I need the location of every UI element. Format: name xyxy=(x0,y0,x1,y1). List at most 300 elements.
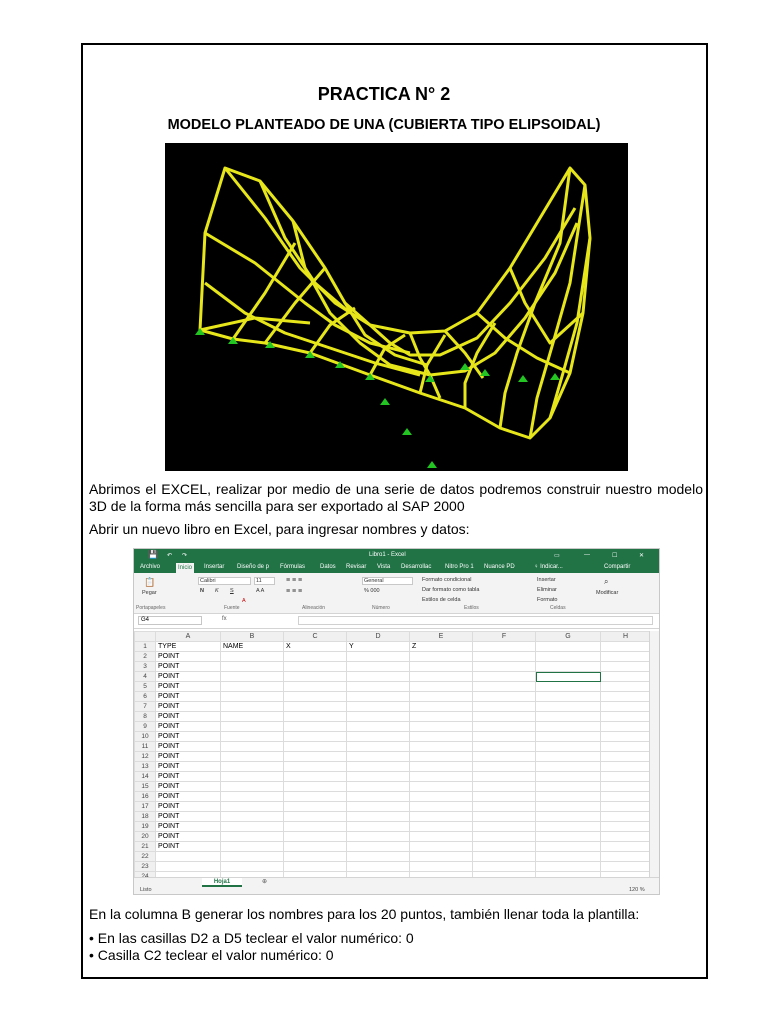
table-cell xyxy=(410,722,473,732)
table-cell xyxy=(221,742,284,752)
row-header: 3 xyxy=(135,662,156,672)
column-header: H xyxy=(601,632,651,642)
table-cell xyxy=(473,812,536,822)
table-cell xyxy=(536,832,601,842)
table-cell xyxy=(473,832,536,842)
table-cell xyxy=(410,832,473,842)
paste-label: Pegar xyxy=(142,590,157,596)
modify-label: Modificar xyxy=(596,590,619,596)
table-cell: POINT xyxy=(156,822,221,832)
table-cell xyxy=(601,782,651,792)
table-cell xyxy=(601,862,651,872)
table-cell xyxy=(473,862,536,872)
table-cell: POINT xyxy=(156,802,221,812)
column-header: A xyxy=(156,632,221,642)
save-icon: 💾 xyxy=(148,550,158,559)
table-row xyxy=(135,662,656,672)
page-subtitle: MODELO PLANTEADO DE UNA (CUBIERTA TIPO ELIPSOIDAL) xyxy=(167,117,601,133)
zoom-level: 120 % xyxy=(629,887,645,893)
table-cell xyxy=(347,752,410,762)
table-cell xyxy=(410,802,473,812)
table-cell xyxy=(601,812,651,822)
table-cell xyxy=(347,672,410,682)
table-cell xyxy=(536,692,601,702)
table-cell xyxy=(536,812,601,822)
row-header: 11 xyxy=(135,742,156,752)
undo-icon: ↶ xyxy=(167,553,173,559)
name-box: G4 xyxy=(138,616,202,625)
table-cell xyxy=(221,832,284,842)
table-cell xyxy=(347,742,410,752)
table-cell xyxy=(347,822,410,832)
table-cell xyxy=(221,802,284,812)
table-cell xyxy=(284,822,347,832)
column-header: G xyxy=(536,632,601,642)
table-cell xyxy=(221,662,284,672)
vertical-scrollbar xyxy=(649,631,660,877)
table-cell xyxy=(473,852,536,862)
group-celdas: Celdas xyxy=(550,605,566,611)
tab-formulas: Fórmulas xyxy=(280,564,306,570)
tab-inicio: Inicio xyxy=(178,565,193,571)
group-alineacion: Alineación xyxy=(302,605,326,611)
table-cell xyxy=(536,712,601,722)
tab-diseno: Diseño de p xyxy=(237,564,270,570)
percent-icon: % 000 xyxy=(364,588,380,594)
table-cell xyxy=(347,812,410,822)
table-cell xyxy=(410,822,473,832)
table-cell xyxy=(284,652,347,662)
row-header: 15 xyxy=(135,782,156,792)
table-cell xyxy=(601,672,651,682)
table-cell xyxy=(601,712,651,722)
redo-icon: ↷ xyxy=(182,553,188,559)
table-cell xyxy=(347,762,410,772)
excel-ribbon-tabs xyxy=(134,563,659,573)
table-cell xyxy=(284,712,347,722)
table-cell: POINT xyxy=(156,842,221,852)
table-cell xyxy=(284,812,347,822)
table-cell xyxy=(410,852,473,862)
table-row xyxy=(135,732,656,742)
row-header: 2 xyxy=(135,652,156,662)
table-cell xyxy=(221,752,284,762)
font-name: Calibri xyxy=(198,577,251,585)
table-cell xyxy=(536,652,601,662)
table-cell: POINT xyxy=(156,682,221,692)
excel-title-bar xyxy=(134,549,659,563)
table-cell xyxy=(221,682,284,692)
table-cell xyxy=(410,732,473,742)
table-cell xyxy=(410,772,473,782)
table-cell xyxy=(221,692,284,702)
table-cell xyxy=(473,792,536,802)
row-header: 1 xyxy=(135,642,156,652)
table-cell: POINT xyxy=(156,782,221,792)
table-row xyxy=(135,712,656,722)
table-cell: POINT xyxy=(156,742,221,752)
ellipsoidal-roof-model-image xyxy=(165,143,628,471)
table-cell xyxy=(347,832,410,842)
formula-bar xyxy=(134,614,659,629)
minimize-icon: — xyxy=(584,552,590,558)
table-cell xyxy=(221,852,284,862)
table-cell xyxy=(473,752,536,762)
table-cell xyxy=(601,642,651,652)
row-header: 9 xyxy=(135,722,156,732)
group-portapapeles: Portapapeles xyxy=(136,605,166,611)
table-cell: TYPE xyxy=(156,642,221,652)
table-cell xyxy=(347,862,410,872)
table-cell xyxy=(473,772,536,782)
table-cell: X xyxy=(284,642,347,652)
table-row xyxy=(135,722,656,732)
table-cell xyxy=(284,782,347,792)
table-cell: POINT xyxy=(156,752,221,762)
row-header: 18 xyxy=(135,812,156,822)
table-row xyxy=(135,772,656,782)
table-cell xyxy=(221,762,284,772)
table-cell xyxy=(601,702,651,712)
share-button: Compartir xyxy=(604,564,631,570)
excel-ribbon xyxy=(134,573,659,614)
table-cell: POINT xyxy=(156,692,221,702)
table-cell xyxy=(473,642,536,652)
insert-cells: Insertar xyxy=(537,577,556,583)
tab-nuance: Nuance PD xyxy=(484,564,515,570)
table-cell xyxy=(410,682,473,692)
table-cell xyxy=(601,732,651,742)
table-cell xyxy=(601,802,651,812)
conditional-format: Formato condicional xyxy=(422,577,472,583)
table-cell xyxy=(601,682,651,692)
corner-cell xyxy=(135,632,156,642)
table-cell xyxy=(410,672,473,682)
row-header: 8 xyxy=(135,712,156,722)
table-cell xyxy=(284,792,347,802)
cell-styles: Estilos de celda xyxy=(422,597,461,603)
table-cell xyxy=(347,712,410,722)
bold-icon: N xyxy=(200,588,204,594)
table-cell xyxy=(347,662,410,672)
table-cell: Z xyxy=(410,642,473,652)
italic-icon: K xyxy=(215,588,219,594)
status-ready: Listo xyxy=(140,887,152,893)
table-cell: POINT xyxy=(156,652,221,662)
table-cell xyxy=(601,832,651,842)
column-header: E xyxy=(410,632,473,642)
table-cell xyxy=(536,752,601,762)
table-cell xyxy=(221,782,284,792)
table-cell xyxy=(536,802,601,812)
table-cell xyxy=(473,712,536,722)
table-cell xyxy=(284,762,347,772)
column-header: C xyxy=(284,632,347,642)
table-cell xyxy=(473,842,536,852)
table-cell xyxy=(284,692,347,702)
column-header: F xyxy=(473,632,536,642)
group-estilos: Estilos xyxy=(464,605,479,611)
table-cell xyxy=(473,722,536,732)
table-cell xyxy=(347,802,410,812)
table-cell xyxy=(221,842,284,852)
table-cell xyxy=(156,862,221,872)
table-cell xyxy=(536,822,601,832)
table-cell xyxy=(347,652,410,662)
table-cell xyxy=(221,862,284,872)
table-cell xyxy=(473,782,536,792)
table-row xyxy=(135,762,656,772)
table-cell xyxy=(410,702,473,712)
table-cell: POINT xyxy=(156,712,221,722)
page-title: PRACTICA N° 2 xyxy=(317,84,451,104)
table-cell xyxy=(284,752,347,762)
row-header: 22 xyxy=(135,852,156,862)
table-cell xyxy=(410,842,473,852)
table-row xyxy=(135,852,656,862)
row-header: 21 xyxy=(135,842,156,852)
add-sheet-icon: ⊕ xyxy=(262,879,268,885)
row-header: 7 xyxy=(135,702,156,712)
table-cell xyxy=(473,762,536,772)
table-cell xyxy=(221,652,284,662)
table-cell xyxy=(601,652,651,662)
table-row xyxy=(135,802,656,812)
table-row xyxy=(135,862,656,872)
table-cell: Y xyxy=(347,642,410,652)
table-row xyxy=(135,642,656,652)
format-as-table: Dar formato como tabla xyxy=(422,587,480,593)
table-cell xyxy=(410,762,473,772)
tab-datos: Datos xyxy=(320,564,336,570)
tab-desarrollador: Desarrollac xyxy=(401,564,432,570)
table-cell xyxy=(601,752,651,762)
table-cell xyxy=(473,672,536,682)
table-cell xyxy=(284,832,347,842)
table-cell: POINT xyxy=(156,732,221,742)
table-cell xyxy=(536,842,601,852)
table-cell xyxy=(536,742,601,752)
status-bar xyxy=(134,887,659,895)
table-cell xyxy=(284,802,347,812)
row-header: 23 xyxy=(135,862,156,872)
table-row xyxy=(135,842,656,852)
font-size: 11 xyxy=(254,577,275,585)
table-cell xyxy=(347,732,410,742)
table-cell xyxy=(347,682,410,692)
row-header: 13 xyxy=(135,762,156,772)
paragraph-column-b: En la columna B generar los nombres para los 20 puntos, también llenar toda la plantilla: xyxy=(89,906,640,922)
maximize-icon: ☐ xyxy=(612,553,618,559)
column-header-row xyxy=(135,632,656,642)
row-header: 6 xyxy=(135,692,156,702)
table-cell xyxy=(347,692,410,702)
table-cell xyxy=(536,792,601,802)
table-cell xyxy=(536,642,601,652)
table-cell xyxy=(473,822,536,832)
table-cell xyxy=(284,852,347,862)
align-top-icon: ≡ ≡ ≡ xyxy=(286,577,303,584)
table-cell xyxy=(347,792,410,802)
table-row xyxy=(135,792,656,802)
ribbon-display-icon: ▭ xyxy=(554,553,560,559)
table-row xyxy=(135,702,656,712)
table-cell xyxy=(284,742,347,752)
table-row xyxy=(135,682,656,692)
table-cell xyxy=(601,762,651,772)
font-color-icon: A xyxy=(242,598,246,604)
row-header: 19 xyxy=(135,822,156,832)
bullet-list xyxy=(89,930,414,964)
table-cell xyxy=(221,722,284,732)
table-cell xyxy=(347,852,410,862)
column-header: B xyxy=(221,632,284,642)
underline-icon: S xyxy=(230,588,234,594)
row-header: 14 xyxy=(135,772,156,782)
table-cell xyxy=(221,732,284,742)
table-cell xyxy=(284,732,347,742)
table-cell xyxy=(410,792,473,802)
bullet-item: • Casilla C2 teclear el valor numérico: 0 xyxy=(89,947,334,963)
table-cell xyxy=(156,852,221,862)
table-row xyxy=(135,752,656,762)
table-cell xyxy=(601,842,651,852)
table-cell xyxy=(473,682,536,692)
paragraph-intro: Abrimos el EXCEL, realizar por medio de una serie de datos podremos construir nuestro modelo 3D de la forma más sencilla para ser exportado al SAP 2000 xyxy=(89,481,703,514)
table-cell xyxy=(536,782,601,792)
table-cell xyxy=(410,742,473,752)
table-row xyxy=(135,822,656,832)
table-row xyxy=(135,812,656,822)
align-center-icon: ≡ ≡ ≡ xyxy=(286,588,303,595)
window-title: Libro1 - Excel xyxy=(369,552,406,558)
table-cell xyxy=(410,862,473,872)
table-cell xyxy=(410,652,473,662)
table-cell xyxy=(410,692,473,702)
row-header: 12 xyxy=(135,752,156,762)
excel-screenshot xyxy=(133,548,660,895)
paragraph-new-book: Abrir un nuevo libro en Excel, para ingresar nombres y datos: xyxy=(89,521,470,537)
table-cell xyxy=(536,672,601,682)
table-cell xyxy=(536,722,601,732)
number-format: General xyxy=(362,577,413,585)
table-cell xyxy=(284,722,347,732)
table-cell xyxy=(284,702,347,712)
table-cell xyxy=(473,742,536,752)
column-header: D xyxy=(347,632,410,642)
table-cell xyxy=(410,712,473,722)
table-row xyxy=(135,742,656,752)
table-cell: POINT xyxy=(156,722,221,732)
table-cell xyxy=(221,672,284,682)
row-header: 5 xyxy=(135,682,156,692)
table-cell xyxy=(601,722,651,732)
table-row xyxy=(135,652,656,662)
tab-archivo: Archivo xyxy=(140,564,161,570)
table-cell xyxy=(284,862,347,872)
format-cells: Formato xyxy=(537,597,558,603)
table-cell xyxy=(221,712,284,722)
table-cell xyxy=(221,702,284,712)
table-row xyxy=(135,832,656,842)
table-row xyxy=(135,782,656,792)
table-cell: POINT xyxy=(156,812,221,822)
table-cell xyxy=(601,662,651,672)
font-grow-icon: A A xyxy=(256,588,265,594)
table-cell xyxy=(410,662,473,672)
table-cell xyxy=(601,772,651,782)
table-cell xyxy=(410,782,473,792)
table-cell xyxy=(221,822,284,832)
table-cell xyxy=(221,812,284,822)
table-cell xyxy=(284,682,347,692)
tell-me: ♀ Indicar... xyxy=(534,564,563,570)
row-header: 20 xyxy=(135,832,156,842)
table-cell: POINT xyxy=(156,662,221,672)
table-cell xyxy=(536,862,601,872)
row-header: 17 xyxy=(135,802,156,812)
table-cell xyxy=(601,822,651,832)
table-cell xyxy=(347,782,410,792)
table-cell: POINT xyxy=(156,762,221,772)
table-cell xyxy=(473,702,536,712)
table-cell: POINT xyxy=(156,672,221,682)
table-cell xyxy=(473,652,536,662)
table-cell xyxy=(601,792,651,802)
table-cell xyxy=(347,722,410,732)
table-cell xyxy=(284,662,347,672)
tab-vista: Vista xyxy=(377,564,391,570)
paste-icon: 📋 xyxy=(144,577,156,587)
table-cell xyxy=(221,792,284,802)
table-cell xyxy=(536,852,601,862)
table-cell xyxy=(536,702,601,712)
table-cell xyxy=(347,702,410,712)
sheet-table xyxy=(134,631,656,882)
table-row xyxy=(135,672,656,682)
table-cell xyxy=(536,762,601,772)
table-cell xyxy=(601,852,651,862)
table-cell xyxy=(347,772,410,782)
table-cell xyxy=(410,752,473,762)
table-cell xyxy=(536,732,601,742)
table-cell xyxy=(473,692,536,702)
table-cell: POINT xyxy=(156,772,221,782)
table-cell xyxy=(536,662,601,672)
table-cell xyxy=(284,772,347,782)
table-cell xyxy=(536,772,601,782)
tab-revisar: Revisar xyxy=(346,564,367,570)
table-cell: POINT xyxy=(156,832,221,842)
formula-input xyxy=(298,616,653,625)
table-cell xyxy=(221,772,284,782)
table-cell: POINT xyxy=(156,702,221,712)
table-cell xyxy=(601,692,651,702)
table-cell xyxy=(473,732,536,742)
tab-insertar: Insertar xyxy=(204,564,225,570)
group-numero: Número xyxy=(372,605,390,611)
spreadsheet-grid xyxy=(134,631,656,882)
table-cell xyxy=(536,682,601,692)
fx-icon: fx xyxy=(222,616,227,622)
row-header: 4 xyxy=(135,672,156,682)
table-cell: POINT xyxy=(156,792,221,802)
table-cell: NAME xyxy=(221,642,284,652)
table-cell xyxy=(473,802,536,812)
close-icon: ✕ xyxy=(639,553,645,559)
table-cell xyxy=(410,812,473,822)
table-cell xyxy=(347,842,410,852)
